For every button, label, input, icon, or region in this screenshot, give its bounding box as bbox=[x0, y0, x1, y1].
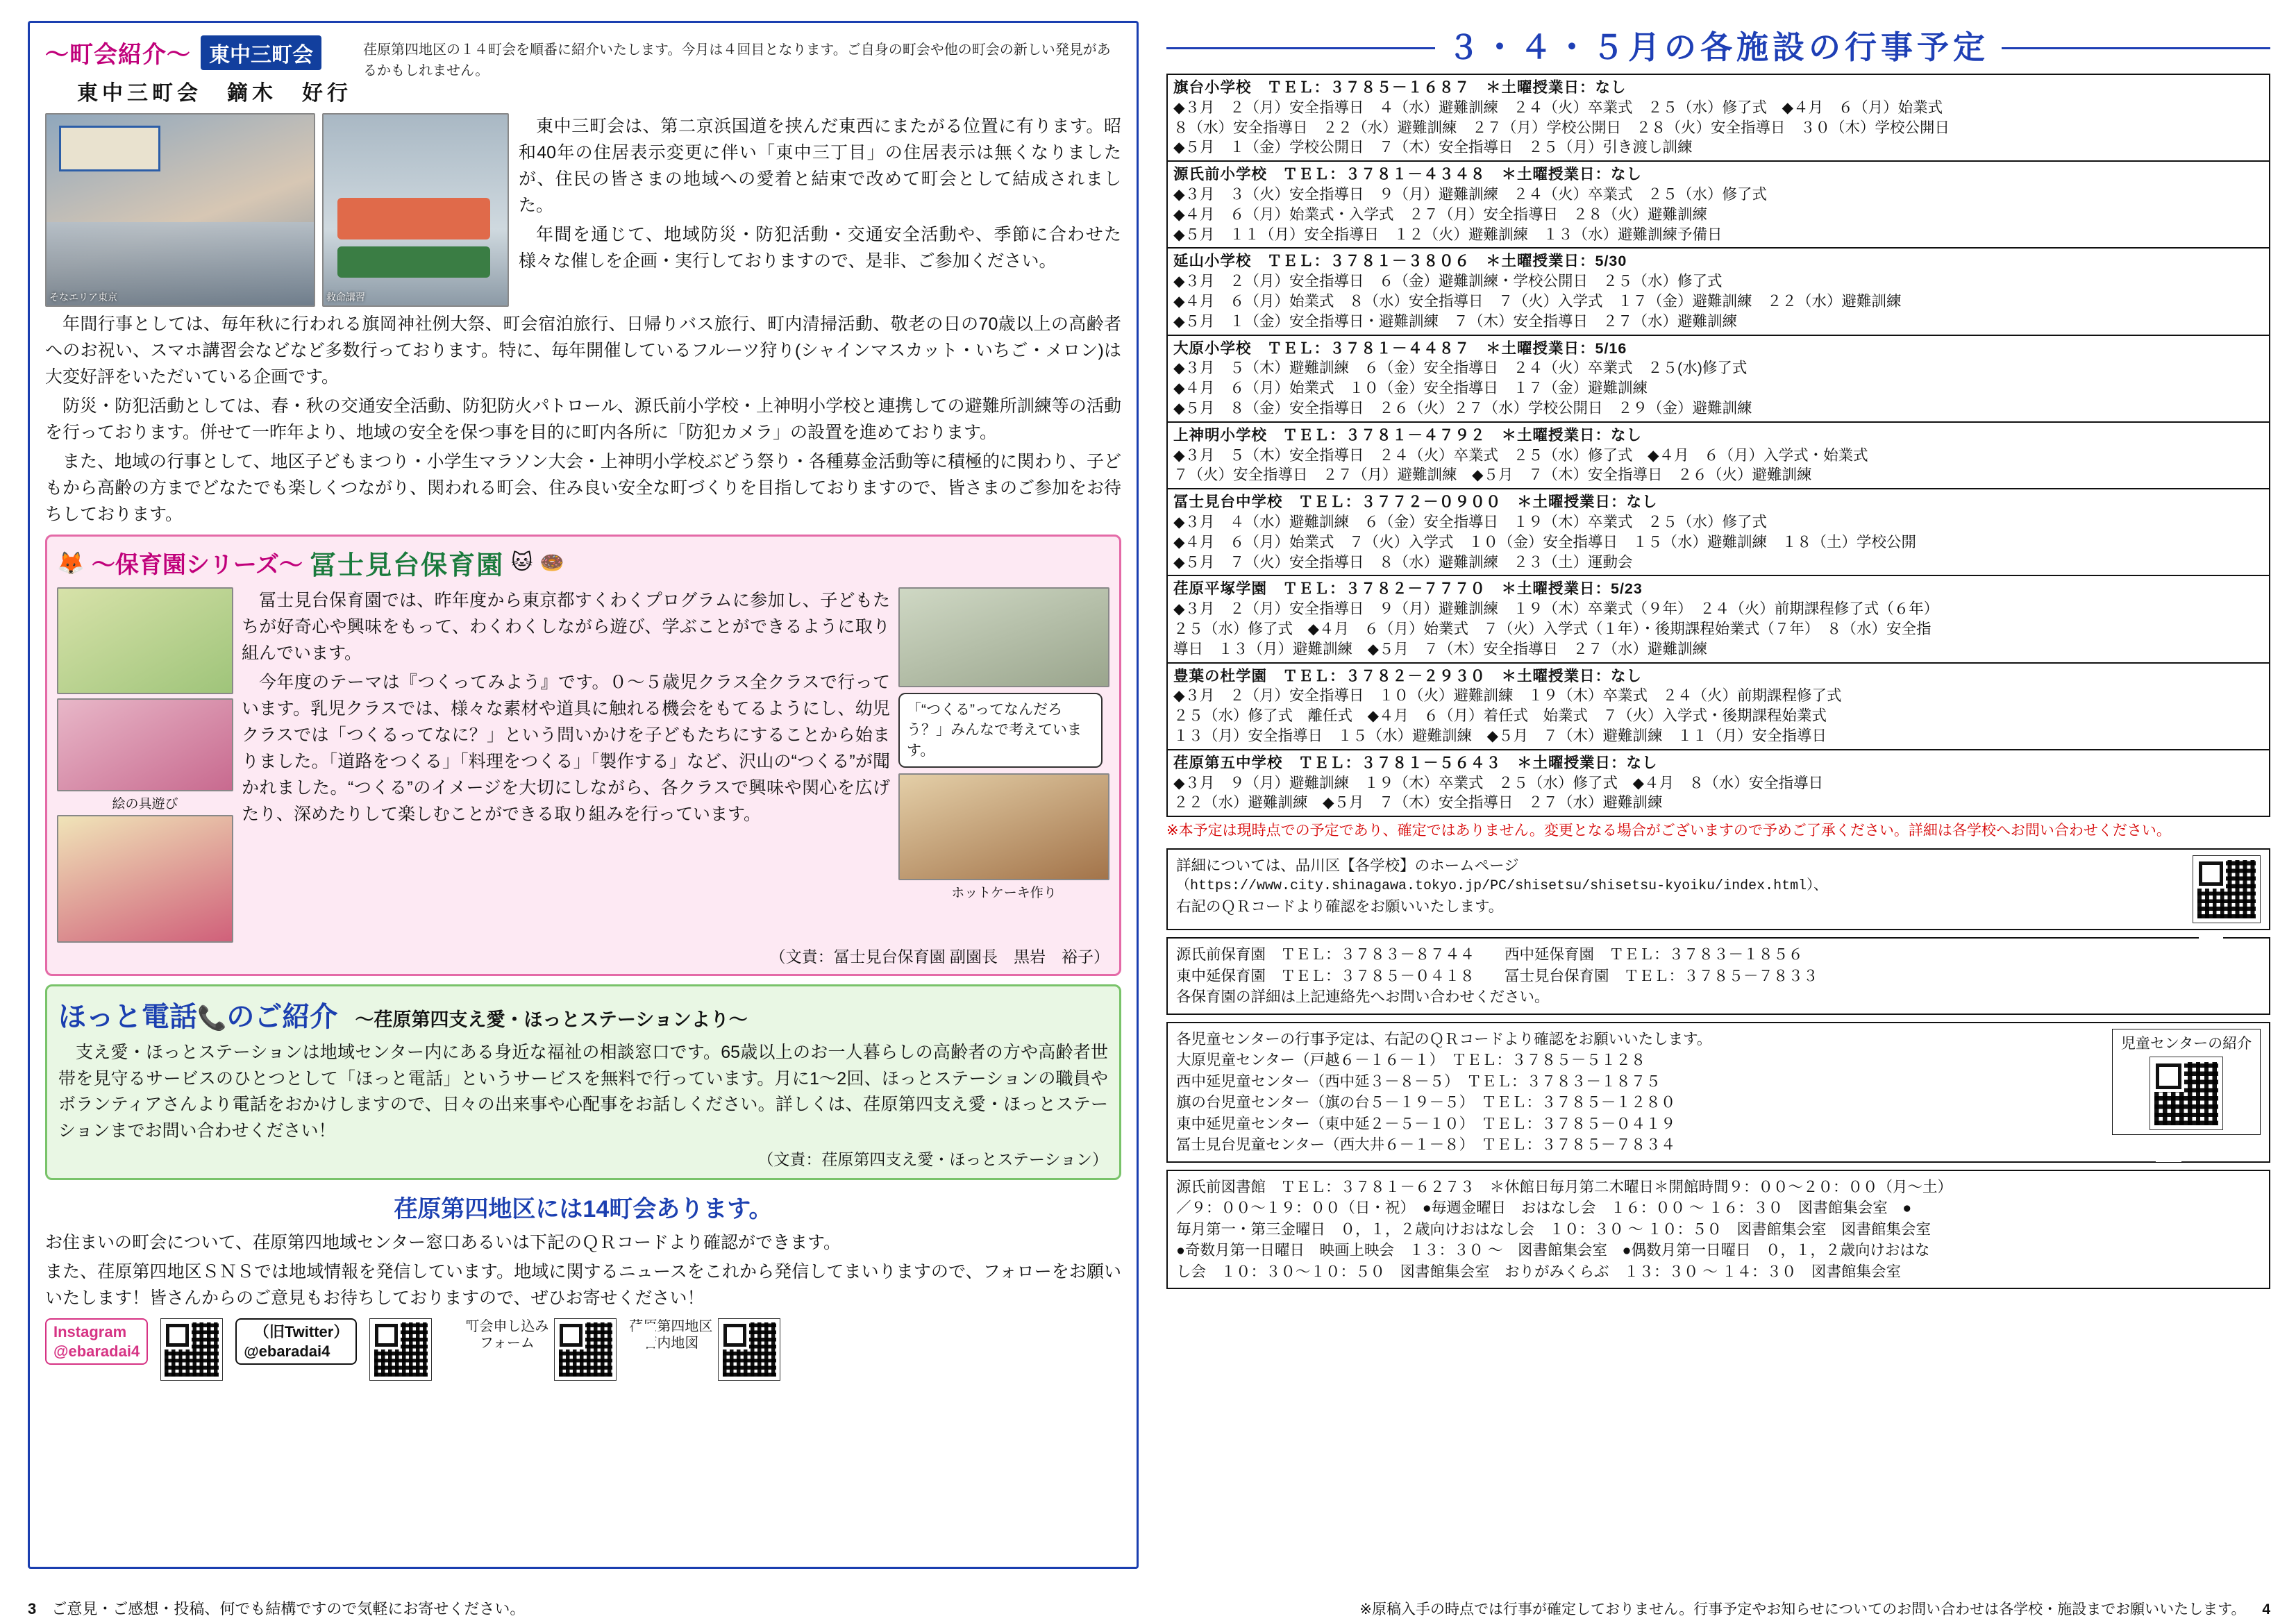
hoikuen-speech-bubble: 「“つくる”ってなんだろう？」みんなで考えています。 bbox=[898, 693, 1103, 768]
hoikuen-photo-4 bbox=[898, 587, 1109, 687]
chokai-headline: 荏原第四地区には14町会あります。 bbox=[394, 1196, 773, 1222]
school-schedule-table bbox=[1166, 74, 2270, 817]
school-line: ◆３月 ２（月）安全指導日 ６（金）避難訓練・学校公開日 ２５（水）修了式 bbox=[1173, 273, 1723, 290]
donut-icon: 🍩 bbox=[539, 552, 564, 573]
school-head: 上神明小学校 ＴＥＬ：３７８１－４７９２ ＊土曜授業日：なし bbox=[1173, 426, 1643, 444]
school-head: 豊葉の杜学園 ＴＥＬ：３７８２－２９３０ ＊土曜授業日：なし bbox=[1173, 667, 1643, 684]
left-page-number: 3 bbox=[28, 1600, 37, 1617]
school-head: 旗台小学校 ＴＥＬ：３７８５－１６８７ ＊土曜授業日：なし bbox=[1173, 79, 1627, 96]
town-wave-title: ～町会紹介～ bbox=[45, 42, 191, 68]
school-line: ２２（水）避難訓練 ◆５月 ７（木）安全指導日 ２７（水）避難訓練 bbox=[1173, 794, 1663, 812]
school-line: ◆５月 ８（金）安全指導日 ２６（火）２７（水）学校公開日 ２９（金）避難訓練 bbox=[1173, 399, 1752, 417]
form-qr-label: 町会申し込みフォーム bbox=[465, 1319, 549, 1351]
map-qr-label: 荏原第四地区管内地図 bbox=[629, 1319, 713, 1351]
table-row bbox=[1167, 248, 2270, 335]
jidou-center-qr[interactable] bbox=[2150, 1057, 2223, 1130]
town-photo-1 bbox=[45, 113, 315, 307]
cat-icon: 🐱 bbox=[511, 551, 533, 574]
table-row bbox=[1167, 489, 2270, 575]
hotto-body: 支え愛・ほっとステーションは地域センター内にある身近な福祉の相談窓口です。65歳以上のお一人暮らしの高齢者の方や高齢者世帯を見守るサービスのひとつとして「ほっと電話」というサービスを無料で行っています。月に1～2回、ほっとステーションの職員やボランティアさんより電話をおかけしますので、日々の出来事や心配事をお話しください。詳しくは、荏原第四支え愛・ほっとステーションまでお問い合わせください！ bbox=[58, 1043, 1108, 1141]
town-paragraph-3: 年間行事としては、毎年秋に行われる旗岡神社例大祭、町会宿泊旅行、日帰りバス旅行、町内清掃活動、敬老の日の70歳以上の高齢者へのお祝い、スマホ講習会などなど多数行っております。特に、毎年開催しているフルーツ狩り(シャインマスカット・いちご・メロン)は大変好評をいただいている企画です。 bbox=[45, 314, 1121, 387]
jidou-center-box bbox=[1166, 1022, 2270, 1163]
school-line: 導日 １３（月）避難訓練 ◆５月 ７（木）安全指導日 ２７（水）避難訓練 bbox=[1173, 640, 1708, 657]
school-line: ◆４月 ６（月）始業式 ７（火）入学式 １０（金）安全指導日 １５（水）避難訓練 １８（土）学校公開 bbox=[1173, 533, 1917, 550]
hoikuen-photo-5 bbox=[898, 773, 1109, 880]
school-line: ２５（水）修了式 離任式 ◆４月 ６（月）着任式 始業式 ７（火）入学式・後期課程始業式 bbox=[1173, 707, 1827, 725]
town-paragraph-2: 年間を通じて、地域防災・防犯活動・交通安全活動や、季節に合わせた様々な催しを企画・実行しておりますので、是非、ご参加ください。 bbox=[519, 225, 1121, 271]
table-row bbox=[1167, 663, 2270, 750]
table-row bbox=[1167, 575, 2270, 662]
right-footer bbox=[1166, 1598, 2270, 1619]
library-line: ●奇数月第一日曜日 映画上映会 １３：３０ ～ 図書館集会室 ●偶数月第一日曜日 ０，１，２歳向けおはな bbox=[1176, 1242, 1930, 1259]
hotto-section bbox=[45, 984, 1121, 1180]
x-pill[interactable] bbox=[235, 1318, 357, 1365]
hoikuen-paragraph-1: 冨士見台保育園では、昨年度から東京都すくわくプログラムに参加し、子どもたちが好奇心や興味をもって、わくわくしながら遊び、学ぶことができるように取り組んでいます。 bbox=[242, 591, 890, 663]
hotto-title-tail: のご紹介 bbox=[226, 1002, 338, 1032]
detail-box bbox=[1166, 848, 2270, 930]
school-line: ２５（水）修了式 ◆４月 ６（月）始業式 ７（火）入学式（１年）・後期課程始業式（７年） ８（水）安全指 bbox=[1173, 620, 1932, 637]
school-head: 源氏前小学校 ＴＥＬ：３７８１－４３４８ ＊土曜授業日：なし bbox=[1173, 166, 1643, 183]
jidou-row: 東中延児童センター（東中延２－５－１０） ＴＥＬ：３７８５－０４１９ bbox=[1176, 1115, 1676, 1132]
phone-icon: 📞 bbox=[197, 1005, 227, 1032]
town-section-header bbox=[45, 35, 352, 70]
school-head: 荏原第五中学校 ＴＥＬ：３７８１－５６４３ ＊土曜授業日：なし bbox=[1173, 754, 1658, 771]
school-line: ◆４月 ６（月）始業式 １０（金）安全指導日 １７（金）避難訓練 bbox=[1173, 380, 1648, 397]
right-column bbox=[1166, 21, 2270, 1569]
town-paragraph-1: 東中三町会は、第二京浜国道を挟んだ東西にまたがる位置に有ります。昭和40年の住居表示変更に伴い「東中三丁目」の住居表示は無くなりましたが、住民の皆さまの地域への愛着と結束で改めて町会として結成されました。 bbox=[519, 117, 1121, 215]
form-qr[interactable] bbox=[554, 1318, 617, 1381]
hoikuen-paragraph-2: 今年度のテーマは『つくってみよう』です。０～５歳児クラス全クラスで行っています。乳児クラスでは、様々な素材や道具に触れる機会をもてるようにし、幼児クラスでは「つくるってなに？」という問いかけを子どもたちにすることから始まりました。「道路をつくる」「料理をつくる」「製作する」など、沢山の“つくる”が聞かれました。“つくる”のイメージを大切にしながら、各クラスで興味や関心を広げたり、深めたりして楽しむことができる取り組みを行っています。 bbox=[242, 673, 890, 824]
town-photo-1-label: そなエリア東京 bbox=[49, 292, 117, 303]
hotto-title-main: ほっと電話 bbox=[58, 1002, 197, 1032]
school-line: ◆３月 ２（月）安全指導日 ４（水）避難訓練 ２４（火）卒業式 ２５（水）修了式 ◆４月 ６（月）始業式 bbox=[1173, 99, 1943, 116]
town-paragraph-5: また、地域の行事として、地区子どもまつり・小学生マラソン大会・上神明小学校ぶどう祭り・各種募金活動等に積極的に関わり、子どもから高齢の方までどなたでも楽しくつながり、関われる町会、住み良い安全な町づくりを目指しておりますので、皆さまのご参加をお待ちしております。 bbox=[45, 452, 1121, 524]
school-line: ◆３月 ９（月）避難訓練 １９（木）卒業式 ２５（水）修了式 ◆４月 ８（水）安全指導日 bbox=[1173, 774, 1824, 791]
jidou-row: 大原児童センター（戸越６－１６－１） ＴＥＬ：３７８５－５１２８ bbox=[1176, 1052, 1646, 1069]
hoikuen-photo-1 bbox=[57, 587, 233, 694]
instagram-label: Instagram bbox=[53, 1323, 127, 1340]
town-badge: 東中三町会 bbox=[201, 35, 321, 70]
table-row bbox=[1167, 750, 2270, 816]
right-page-number: 4 bbox=[2262, 1601, 2270, 1617]
right-footer-text: ※原稿入手の時点では行事が確定しておりません。行事予定やお知らせについてのお問い合わせは各学校・施設までお願いいたします。 bbox=[1359, 1601, 2246, 1617]
school-line: ◆５月 １（金）学校公開日 ７（木）安全指導日 ２５（月）引き渡し訓練 bbox=[1173, 139, 1693, 156]
school-line: ◆５月 ７（火）安全指導日 ８（水）避難訓練 ２３（土）運動会 bbox=[1173, 553, 1633, 571]
school-line: ◆４月 ６（月）始業式・入学式 ２７（月）安全指導日 ２８（火）避難訓練 bbox=[1173, 205, 1708, 223]
town-body-rest bbox=[45, 311, 1121, 528]
school-schedule-body bbox=[1167, 74, 2270, 816]
instagram-pill[interactable] bbox=[45, 1318, 148, 1365]
library-line: 源氏前図書館 ＴＥＬ：３７８１－６２７３ ＊休館日毎月第二木曜日＊開館時間９：００～２０：００（月～土） bbox=[1176, 1178, 1953, 1195]
town-intro-note: 荏原第四地区の１４町会を順番に紹介いたします。今月は４回目となります。ご自身の町会や他の町会の新しい発見があるかもしれません。 bbox=[363, 42, 1111, 78]
schedule-title-wrap bbox=[1166, 21, 2270, 74]
hoikuen-photo-2 bbox=[57, 698, 233, 791]
hoikuen-contact-row: 源氏前保育園 ＴＥＬ：３７８３－８７４４ 西中延保育園 ＴＥＬ：３７８３－１８５６ bbox=[1176, 946, 1804, 964]
hoikuen-photo-3 bbox=[57, 815, 233, 943]
table-row bbox=[1167, 74, 2270, 161]
chokai-line-1: お住まいの町会について、荏原第四地域センター窓口あるいは下記のＱＲコードより確認ができます。 bbox=[45, 1233, 841, 1252]
hoikuen-contact-box bbox=[1166, 937, 2270, 1015]
chokai-body bbox=[45, 1229, 1121, 1311]
school-line: ◆３月 ２（月）安全指導日 ９（月）避難訓練 １９（木）卒業式（９年） ２４（火）前期課程修了式（６年） bbox=[1173, 600, 1939, 618]
library-line: し会 １０：３０～１０：５０ 図書館集会室 おりがみくらぶ １３：３０ ～ １４：３０ 図書館集会室 bbox=[1176, 1263, 1901, 1280]
table-row bbox=[1167, 161, 2270, 248]
hoikuen-contact-row: 東中延保育園 ＴＥＬ：３７８５－０４１８ 冨士見台保育園 ＴＥＬ：３７８５－７８３３ bbox=[1176, 967, 1818, 984]
library-line: 毎月第一・第三金曜日 ０，１，２歳向けおはなし会 １０：３０ ～ １０：５０ 図書館集会室 図書館集会室 bbox=[1176, 1220, 1931, 1238]
jidou-row: 冨士見台児童センター（西大井６－１－８） ＴＥＬ：３７８５－７８３４ bbox=[1176, 1136, 1676, 1154]
left-footer bbox=[28, 1597, 1139, 1619]
hoikuen-caption-2: ホットケーキ作り bbox=[951, 886, 1057, 901]
left-footer-text: ご意見・ご感想・投稿、何でも結構ですので気軽にお寄せください。 bbox=[51, 1600, 526, 1617]
x-label: X（旧Twitter） bbox=[244, 1323, 349, 1340]
school-line: ７（火）安全指導日 ２７（月）避難訓練 ◆５月 ７（木）安全指導日 ２６（火）避難訓練 bbox=[1173, 466, 1812, 484]
x-handle: @ebaradai4 bbox=[244, 1342, 330, 1360]
school-line: ◆３月 ５（木）避難訓練 ６（金）安全指導日 ２４（火）卒業式 ２５(水)修了式 bbox=[1173, 360, 1748, 377]
school-line: ◆５月 １１（月）安全指導日 １２（火）避難訓練 １３（水）避難訓練予備日 bbox=[1173, 226, 1723, 243]
schedule-title: ３・４・５月の各施設の行事予定 bbox=[1435, 22, 2002, 68]
jidou-row: 西中延児童センター（西中延３－８－５） ＴＥＬ：３７８３－１８７５ bbox=[1176, 1073, 1661, 1090]
sns-row bbox=[45, 1318, 1121, 1381]
school-line: ◆３月 ４（水）避難訓練 ６（金）安全指導日 １９（木）卒業式 ２５（水）修了式 bbox=[1173, 513, 1768, 530]
school-line: １３（月）安全指導日 １５（水）避難訓練 ◆５月 ７（木）避難訓練 １１（月）安全指導日 bbox=[1173, 727, 1827, 744]
school-detail-qr[interactable] bbox=[2193, 855, 2261, 923]
school-line: ８（水）安全指導日 ２２（水）避難訓練 ２７（月）学校公開日 ２８（火）安全指導日 ３０（木）学校公開日 bbox=[1173, 119, 1950, 136]
map-qr[interactable] bbox=[718, 1318, 780, 1381]
x-qr[interactable] bbox=[369, 1318, 432, 1381]
hoikuen-body bbox=[242, 587, 890, 827]
school-head: 荏原平塚学園 ＴＥＬ：３７８２－７７７０ ＊土曜授業日：5/23 bbox=[1173, 580, 1643, 598]
hoikuen-wave-title: ～保育園シリーズ～ bbox=[91, 552, 303, 578]
town-rep-name: 東中三町会 鏑木 好行 bbox=[77, 82, 352, 105]
school-line: ◆４月 ６（月）始業式 ８（水）安全指導日 ７（火）入学式 １７（金）避難訓練 ２２（水）避難訓練 bbox=[1173, 292, 1902, 310]
fox-icon: 🦊 bbox=[57, 550, 85, 575]
hoikuen-caption-1: 絵の具遊び bbox=[112, 797, 178, 812]
jidou-qr-label: 児童センターの紹介 bbox=[2120, 1035, 2252, 1052]
detail-line-3: 右記のＱＲコードより確認をお願いいたします。 bbox=[1176, 898, 1504, 915]
library-box bbox=[1166, 1170, 2270, 1290]
jidou-qr-wrap bbox=[2112, 1029, 2261, 1136]
jidou-row: 旗の台児童センター（旗の台５－１９－５） ＴＥＬ：３７８５－１２８０ bbox=[1176, 1094, 1676, 1111]
table-row bbox=[1167, 335, 2270, 422]
school-line: ◆３月 ２（月）安全指導日 １０（火）避難訓練 １９（木）卒業式 ２４（火）前期課程修了式 bbox=[1173, 687, 1842, 705]
town-paragraph-4: 防災・防犯活動としては、春・秋の交通安全活動、防犯防火パトロール、源氏前小学校・上神明小学校と連携しての避難所訓練等の活動を行っております。併せて一昨年より、地域の安全を保つ事を目的に町内各所に「防犯カメラ」の設置を進めております。 bbox=[45, 396, 1121, 442]
school-line: ◆３月 ３（火）安全指導日 ９（月）避難訓練 ２４（火）卒業式 ２５（水）修了式 bbox=[1173, 185, 1768, 203]
school-line: ◆５月 １（金）安全指導日・避難訓練 ７（木）安全指導日 ２７（水）避難訓練 bbox=[1173, 312, 1738, 330]
schedule-warning: ※本予定は現時点での予定であり、確定ではありません。変更となる場合がございますので予めご了承ください。詳細は各学校へお問い合わせください。 bbox=[1166, 823, 2171, 839]
instagram-qr[interactable] bbox=[160, 1318, 223, 1381]
hoikuen-section bbox=[45, 535, 1121, 976]
hoikuen-contact-note: 各保育園の詳細は上記連絡先へお問い合わせください。 bbox=[1176, 989, 1550, 1006]
school-head: 冨士見台中学校 ＴＥＬ：３７７２－０９００ ＊土曜授業日：なし bbox=[1173, 494, 1658, 511]
hoikuen-name: 冨士見台保育園 bbox=[310, 551, 505, 580]
hotto-title bbox=[58, 995, 1108, 1034]
hoikuen-credit: （文責：冨士見台保育園 副園長 黒岩 裕子） bbox=[769, 948, 1109, 966]
hotto-title-sub: ～荏原第四支え愛・ほっとステーションより～ bbox=[355, 1009, 748, 1030]
library-line: ／９：００～１９：００（日・祝） ●毎週金曜日 おはなし会 １６：００ ～ １６：３０ 図書館集会室 ● bbox=[1176, 1200, 1912, 1217]
town-body-top bbox=[519, 113, 1121, 277]
left-column bbox=[28, 21, 1139, 1569]
hotto-credit: （文責：荏原第四支え愛・ほっとステーション） bbox=[757, 1150, 1108, 1168]
detail-line-1: 詳細については、品川区【各学校】のホームページ bbox=[1176, 857, 1519, 875]
chokai-line-2: また、荏原第四地区ＳＮＳでは地域情報を発信しています。地域に関するニュースをこれから発信してまいりますので、フォローをお願いいたします！皆さんからのご意見もお待ちしておりますので、ぜひお寄せください！ bbox=[45, 1262, 1121, 1308]
table-row bbox=[1167, 422, 2270, 489]
town-photo-2-label: 救命講習 bbox=[326, 292, 365, 303]
instagram-handle: @ebaradai4 bbox=[53, 1342, 140, 1360]
detail-line-2: （https://www.city.shinagawa.tokyo.jp/PC/shisetsu/shisetsu-kyoiku/index.html）、 bbox=[1176, 877, 1828, 894]
hoikuen-header bbox=[57, 544, 1109, 582]
town-photo-2 bbox=[322, 113, 509, 307]
school-head: 大原小学校 ＴＥＬ：３７８１－４４８７ ＊土曜授業日：5/16 bbox=[1173, 339, 1627, 357]
school-line: ◆３月 ５（木）安全指導日 ２４（火）卒業式 ２５（水）修了式 ◆４月 ６（月）入学式・始業式 bbox=[1173, 446, 1868, 464]
school-head: 延山小学校 ＴＥＬ：３７８１－３８０６ ＊土曜授業日：5/30 bbox=[1173, 253, 1627, 270]
jidou-intro: 各児童センターの行事予定は、右記のＱＲコードより確認をお願いいたします。 bbox=[1176, 1030, 1712, 1048]
